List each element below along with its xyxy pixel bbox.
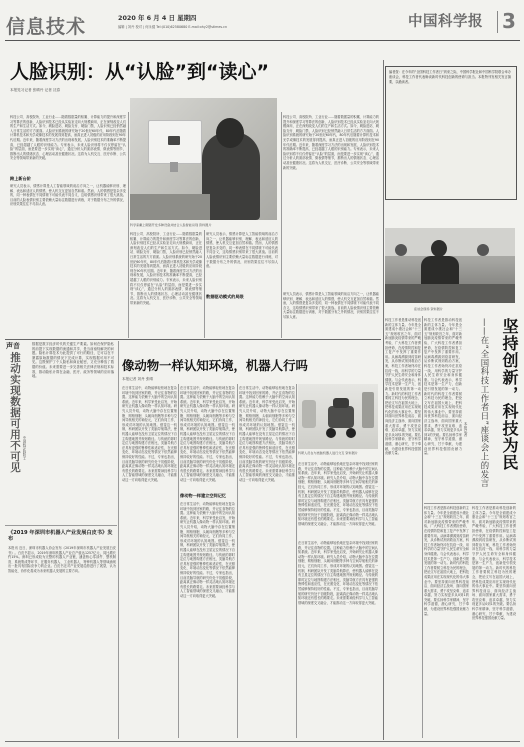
sidebar-photo — [385, 228, 515, 303]
robot-body — [328, 406, 354, 428]
news-headline: 《2019 年深圳市机器人产业发展白皮书》发布 — [8, 530, 113, 543]
masthead — [0, 0, 524, 42]
news-body: 本报讯 近日，深圳市机器人协会发布《2019年深圳市机器人产业发展白皮书》。白皮书显示，2019年深圳机器人产业总产值达1257亿元，同比增长约15%。深圳已形成较为完整的机器人产业链，涵盖核心零部件、整机制造、系统集成等环节，在服务机器人、工业机器人、特种机器人等领域涌现出一批具有国际竞争力的企业。白皮书还对产业发展趋势进行了展望，认为智能化、协作化将成为未来机器人发展的主要方向。 — [8, 546, 116, 573]
bottom-body-col2b: 在日常生活中，动物能够轻松地在复杂环境中找到回家的路，并记住食物的位置。这种能力依赖于大脑中的空间认知系统。近年来，科学家受此启发，开始研究让机器人像动物一样认知环境。研究人员介绍，动物大脑中存在位置细胞、网格细胞、头朝向细胞等多种与空间导航相关的神经元，它们协同工作，形成对环境的认知地图。借鉴这一机制，科研团队开发了类脑导航算法，使机器人能够在没有卫星定位的情况下自主构建地图并规划路径。与传统的即时定位与地图构建方法相比，类脑导航方法具有更强的鲁棒性和适应性，在光照变化、环境动态变化等情况下依然能够保持较好的性能。不过，专家也指出，目前类脑导航的研究仍处于初级阶段，距离真正像动物一样灵活地认知环境还有很长的路要走。未来需要神经科学与人工智能领域的深度交叉融合，才能推动这一方向取得更大突破。 — [180, 502, 235, 598]
sidebar-intro: 编者按：在今年的“全国科技工作者日”到来之际，中国科学报社和中国科学院联合举办座谈会，科技工作者代表畅谈新时代科技创新的使命与担当。本报特刊发相关发言摘要，以飨读者。 — [389, 70, 511, 85]
lead-body-col1b: 研究人员表示，情感计算是人工智能领域的前沿方向之一，让机器能够识别、理解、表达和适应人的情感，使人机交互更加自然和谐。然而，人的情感是复杂多变的，同一种表情在不同情境下可能代表不同含义，这给情感识别带来了很大挑战。目前的人脸表情识别主要依赖大量标注数据进行训练，对于数据分布之外的情况，识别效果往往不尽如人意。 — [10, 184, 126, 207]
page-number: 3 — [502, 9, 516, 33]
lead-headline: 人脸识别：从“认脸”到“读心” — [10, 61, 269, 83]
bottom-headline: 像动物一样认知环境，机器人行吗 — [122, 358, 308, 373]
lead-photo — [130, 98, 277, 220]
lead-photo-caption: 科学家戴上眼镜开发多种设备并结合人脸智能识别 资料图片 — [130, 223, 212, 227]
lead-section-heading-3: 数据驱动模式的局限 — [206, 294, 244, 299]
masthead-date: 2020 年 6 月 4 日 星期四 — [118, 14, 197, 22]
bottom-body-col4b: 在日常生活中，动物能够轻松地在复杂环境中找到回家的路，并记住食物的位置。这种能力依赖于大脑中的空间认知系统。近年来，科学家受此启发，开始研究让机器人像动物一样认知环境。研究人员介绍，动物大脑中存在位置细胞、网格细胞、头朝向细胞等多种与空间导航相关的神经元，它们协同工作，形成对环境的认知地图。借鉴这一机制，科研团队开发了类脑导航算法，使机器人能够在没有卫星定位的情况下自主构建地图并规划路径。与传统的即时定位与地图构建方法相比，类脑导航方法具有更强的鲁棒性和适应性，在光照变化、环境动态变化等情况下依然能够保持较好的性能。不过，专家也指出，目前类脑导航的研究仍处于初级阶段，距离真正像动物一样灵活地认知环境还有很长的路要走。未来需要神经科学与人工智能领域的深度交叉融合，才能推动这一方向取得更大突破。 — [298, 541, 378, 605]
voice-column-byline: 中国科学院院士 — [22, 436, 26, 460]
sidebar-byline: 本报记者 — [464, 422, 468, 437]
bottom-body-col4: 在日常生活中，动物能够轻松地在复杂环境中找到回家的路，并记住食物的位置。这种能力依赖于大脑中的空间认知系统。近年来，科学家受此启发，开始研究让机器人像动物一样认知环境。研究人员介绍，动物大脑中存在位置细胞、网格细胞、头朝向细胞等多种与空间导航相关的神经元，它们协同工作，形成对环境的认知地图。借鉴这一机制，科研团队开发了类脑导航算法，使机器人能够在没有卫星定位的情况下自主构建地图并规划路径。与传统的即时定位与地图构建方法相比，类脑导航方法具有更强的鲁棒性和适应性，在光照变化、环境动态变化等情况下依然能够保持较好的性能。不过，专家也指出，目前类脑导航的研究仍处于初级阶段，距离真正像动物一样灵活地认知环境还有很长的路要走。未来需要神经科学与人工智能领域的深度交叉融合，才能推动这一方向取得更大突破。 — [298, 462, 378, 526]
voice-column-body: 数据是数字经济时代的关键生产要素。如何在保护隐私的前提下实现数据的流通和共享，是当前亟待解决的问题。隐私计算技术为此提供了可行的路径，它可以在不暴露原始数据的情况下完成计算，实现数据可用不可见。这既保护了个人隐私和商业秘密，又充分释放了数据的价值。未来需要进一步完善相关法律法规和技术标准，推动隐私计算在金融、医疗、政务等领域的应用落地。 — [32, 342, 114, 379]
lead-body-col4: 科技公司、高校院所、工业行业……随着数据量的积累、计算能力的提升和深度学习等算法的创新，人脸识别技术已经从实验室走向大规模商用，正在深刻改变人们的生产和生活方式。如今，刷脸进站、刷脸支付、刷脸门禁，人脸识别已经悄然融入日常生活的方方面面。人脸识别系统的研究始于20世纪60年代，80年代后随着计算机技术和光学成像技术的发展得到提高，而真正进入初级的应用阶段则在90年代后期。近年来，随着深度学习方法的出现和发展，人脸识别技术的准确率不断提高，已经超越了人眼的识别能力。专家表示，未来人脸识别将不仅仅停留在“认脸”的层面，而是要进一步实现“读心”，通过分析人的面部表情、微表情等细节，推断出人的情绪状态、心理活动甚至健康状况。这将为人机交互、医疗诊断、公共安全等领域带来新的突破。 — [283, 115, 379, 170]
masthead-editor-line: 编辑 | 刘丹 校对 | 何永健 Tel:(010)62580680 E-mail:xhy2@stimes.cn — [118, 25, 228, 29]
sidebar-headline: 坚持创新，科技为民 — [500, 318, 519, 471]
bottom-section-heading-1: 像动物一样建立空间记忆 — [180, 493, 227, 498]
sidebar-photo-caption: 座谈会现场 资料图片 — [414, 307, 443, 311]
voice-column-label: 声音 — [6, 342, 20, 350]
lead-body-col4b: 研究人员表示，情感计算是人工智能领域的前沿方向之一，让机器能够识别、理解、表达和适应人的情感，使人机交互更加自然和谐。然而，人的情感是复杂多变的，同一种表情在不同情境下可能代表不同含义，这给情感识别带来了很大挑战。目前的人脸表情识别主要依赖大量标注数据进行训练，对于数据分布之外的情况，识别效果往往不尽如人意。 — [283, 292, 379, 319]
sidebar-body-col1: 科技工作者是推动科技创新的主体力量。今年是全面建成小康社会和“十三五”规划收官之年，面对新冠肺炎疫情带来的严峻考验，广大科技工作者勇担使命，在疫情防控和复工复产中发挥了重要作用。从病毒溯源到疫苗研发，从诊断试剂到救治方案，科技工作者始终冲在抗疫一线，用科学的力量守护人民生命安全和身体健康。与会代表表示，科学技术是第一生产力，创新是引领发展的第一动力。新时代的科技工作者要树立科技为民的理念，把论文写在祖国大地上，把科技成果应用在实现现代化的伟大事业中。要坚持面向世界科技前沿、面向经济主战场、面向国家重大需求，勇于攻坚克难、追求卓越，努力实现更多从0到1的突破。要弘扬科学家精神，坚守科学道德，潜心研究，甘于奉献，为建设世界科技强国贡献力量。 — [385, 318, 421, 456]
sidebar-subheadline: ——在“全国科技工作者日”座谈会上的发言 — [480, 318, 490, 488]
voice-column-headline: 推动实现数据可用不可见 — [9, 352, 21, 473]
bottom-body-col2: 在日常生活中，动物能够轻松地在复杂环境中找到回家的路，并记住食物的位置。这种能力依赖于大脑中的空间认知系统。近年来，科学家受此启发，开始研究让机器人像动物一样认知环境。研究人员介绍，动物大脑中存在位置细胞、网格细胞、头朝向细胞等多种与空间导航相关的神经元，它们协同工作，形成对环境的认知地图。借鉴这一机制，科研团队开发了类脑导航算法，使机器人能够在没有卫星定位的情况下自主构建地图并规划路径。与传统的即时定位与地图构建方法相比，类脑导航方法具有更强的鲁棒性和适应性，在光照变化、环境动态变化等情况下依然能够保持较好的性能。不过，专家也指出，目前类脑导航的研究仍处于初级阶段，距离真正像动物一样灵活地认知环境还有很长的路要走。未来需要神经科学与人工智能领域的深度交叉融合，才能推动这一方向取得更大突破。 — [180, 386, 235, 482]
bottom-body-col1: 在日常生活中，动物能够轻松地在复杂环境中找到回家的路，并记住食物的位置。这种能力依赖于大脑中的空间认知系统。近年来，科学家受此启发，开始研究让机器人像动物一样认知环境。研究人员介绍，动物大脑中存在位置细胞、网格细胞、头朝向细胞等多种与空间导航相关的神经元，它们协同工作，形成对环境的认知地图。借鉴这一机制，科研团队开发了类脑导航算法，使机器人能够在没有卫星定位的情况下自主构建地图并规划路径。与传统的即时定位与地图构建方法相比，类脑导航方法具有更强的鲁棒性和适应性，在光照变化、环境动态变化等情况下依然能够保持较好的性能。不过，专家也指出，目前类脑导航的研究仍处于初级阶段，距离真正像动物一样灵活地认知环境还有很长的路要走。未来需要神经科学与人工智能领域的深度交叉融合，才能推动这一方向取得更大突破。 — [122, 386, 177, 482]
sidebar-body-top: 科技工作者是推动科技创新的主体力量。今年是全面建成小康社会和“十三五”规划收官之年，面对新冠肺炎疫情带来的严峻考验，广大科技工作者勇担使命，在疫情防控和复工复产中发挥了重要作用。从病毒溯源到疫苗研发，从诊断试剂到救治方案，科技工作者始终冲在抗疫一线，用科学的力量守护人民生命安全和身体健康。与会代表表示，科学技术是第一生产力，创新是引领发展的第一动力。新时代的科技工作者要树立科技为民的理念，把论文写在祖国大地上，把科技成果应用在实现现代化的伟大事业中。要坚持面向世界科技前沿、面向经济主战场、面向国家重大需求，勇于攻坚克难、追求卓越，努力实现更多从0到1的突破。要弘扬科学家精神，坚守科学道德，潜心研究，甘于奉献，为建设世界科技强国贡献力量。 — [424, 318, 462, 456]
bottom-body-col3: 在日常生活中，动物能够轻松地在复杂环境中找到回家的路，并记住食物的位置。这种能力依赖于大脑中的空间认知系统。近年来，科学家受此启发，开始研究让机器人像动物一样认知环境。研究人员介绍，动物大脑中存在位置细胞、网格细胞、头朝向细胞等多种与空间导航相关的神经元，它们协同工作，形成对环境的认知地图。借鉴这一机制，科研团队开发了类脑导航算法，使机器人能够在没有卫星定位的情况下自主构建地图并规划路径。与传统的即时定位与地图构建方法相比，类脑导航方法具有更强的鲁棒性和适应性，在光照变化、环境动态变化等情况下依然能够保持较好的性能。不过，专家也指出，目前类脑导航的研究仍处于初级阶段，距离真正像动物一样灵活地认知环境还有很长的路要走。未来需要神经科学与人工智能领域的深度交叉融合，才能推动这一方向取得更大突破。 — [239, 386, 295, 482]
section-title: 信息技术 — [6, 16, 87, 38]
lead-section-heading-1: 跨上新台阶 — [10, 176, 31, 181]
sidebar-body-col2: 科技工作者是推动科技创新的主体力量。今年是全面建成小康社会和“十三五”规划收官之年，面对新冠肺炎疫情带来的严峻考验，广大科技工作者勇担使命，在疫情防控和复工复产中发挥了重要作用。从病毒溯源到疫苗研发，从诊断试剂到救治方案，科技工作者始终冲在抗疫一线，用科学的力量守护人民生命安全和身体健康。与会代表表示，科学技术是第一生产力，创新是引领发展的第一动力。新时代的科技工作者要树立科技为民的理念，把论文写在祖国大地上，把科技成果应用在实现现代化的伟大事业中。要坚持面向世界科技前沿、面向经济主战场、面向国家重大需求，勇于攻坚克难、追求卓越，努力实现更多从0到1的突破。要弘扬科学家精神，坚守科学道德，潜心研究，甘于奉献，为建设世界科技强国贡献力量。 — [424, 506, 469, 616]
sidebar-body-col3: 科技工作者是推动科技创新的主体力量。今年是全面建成小康社会和“十三五”规划收官之年，面对新冠肺炎疫情带来的严峻考验，广大科技工作者勇担使命，在疫情防控和复工复产中发挥了重要作用。从病毒溯源到疫苗研发，从诊断试剂到救治方案，科技工作者始终冲在抗疫一线，用科学的力量守护人民生命安全和身体健康。与会代表表示，科学技术是第一生产力，创新是引领发展的第一动力。新时代的科技工作者要树立科技为民的理念，把论文写在祖国大地上，把科技成果应用在实现现代化的伟大事业中。要坚持面向世界科技前沿、面向经济主战场、面向国家重大需求，勇于攻坚克难、追求卓越，努力实现更多从0到1的突破。要弘扬科学家精神，坚守科学道德，潜心研究，甘于奉献，为建设世界科技强国贡献力量。 — [472, 506, 516, 621]
paper-name: 中国科学报 — [408, 13, 483, 30]
bottom-byline: 本报记者 刘丹 张晴 — [122, 377, 154, 381]
robot-photo — [298, 384, 378, 449]
lead-body-col2: 科技公司、高校院所、工业行业……随着数据量的积累、计算能力的提升和深度学习等算法的创新，人脸识别技术已经从实验室走向大规模商用，正在深刻改变人们的生产和生活方式。如今，刷脸进站、刷脸支付、刷脸门禁，人脸识别已经悄然融入日常生活的方方面面。人脸识别系统的研究始于20世纪60年代，80年代后随着计算机技术和光学成像技术的发展得到提高，而真正进入初级的应用阶段则在90年代后期。近年来，随着深度学习方法的出现和发展，人脸识别技术的准确率不断提高，已经超越了人眼的识别能力。专家表示，未来人脸识别将不仅仅停留在“认脸”的层面，而是要进一步实现“读心”，通过分析人的面部表情、微表情等细节，推断出人的情绪状态、心理活动甚至健康状况。这将为人机交互、医疗诊断、公共安全等领域带来新的突破。 — [130, 232, 202, 305]
speaker-silhouette — [431, 240, 447, 257]
lead-byline: 本报见习记者 张晴丹 记者 沈春 — [10, 88, 61, 92]
lead-body-col1: 科技公司、高校院所、工业行业……随着数据量的积累、计算能力的提升和深度学习等算法的创新，人脸识别技术已经从实验室走向大规模商用，正在深刻改变人们的生产和生活方式。如今，刷脸进站、刷脸支付、刷脸门禁，人脸识别已经悄然融入日常生活的方方面面。人脸识别系统的研究始于20世纪60年代，80年代后随着计算机技术和光学成像技术的发展得到提高，而真正进入初级的应用阶段则在90年代后期。近年来，随着深度学习方法的出现和发展，人脸识别技术的准确率不断提高，已经超越了人眼的识别能力。专家表示，未来人脸识别将不仅仅停留在“认脸”的层面，而是要进一步实现“读心”，通过分析人的面部表情、微表情等细节，推断出人的情绪状态、心理活动甚至健康状况。这将为人机交互、医疗诊断、公共安全等领域带来新的突破。 — [10, 115, 126, 161]
lead-body-col3: 研究人员表示，情感计算是人工智能领域的前沿方向之一，让机器能够识别、理解、表达和适应人的情感，使人机交互更加自然和谐。然而，人的情感是复杂多变的，同一种表情在不同情境下可能代表不同含义，这给情感识别带来了很大挑战。目前的人脸表情识别主要依赖大量标注数据进行训练，对于数据分布之外的情况，识别效果往往不尽如人意。 — [206, 232, 278, 269]
robot-photo-caption: 科研人员在与类脑机器人进行交互 资料图片 — [298, 451, 358, 455]
